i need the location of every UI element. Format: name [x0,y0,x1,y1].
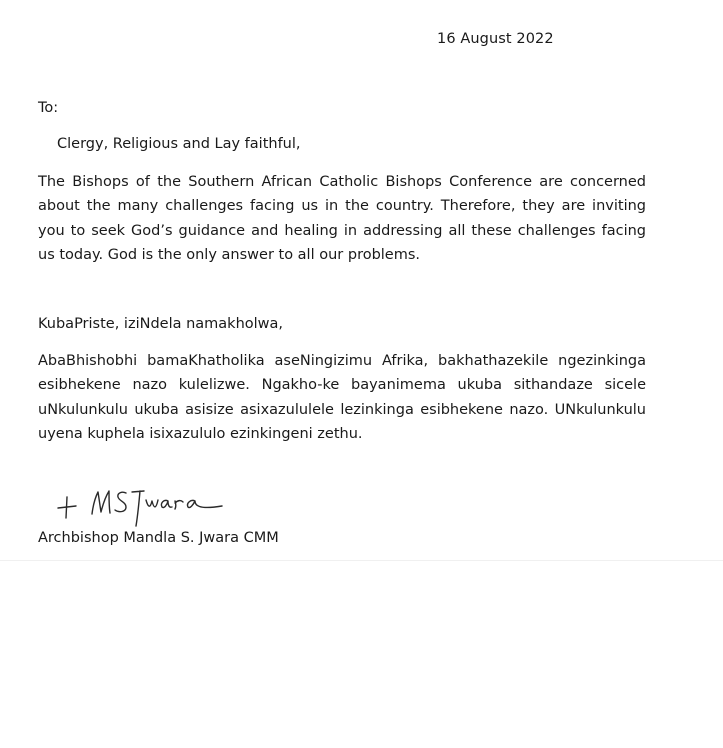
handwritten-signature [52,482,242,530]
body-paragraph-english: The Bishops of the Southern African Catholic Bishops Conference are concerned about the many challenges facing us in the country. Therefore, they are inviting you to seek God’s guidance and healing in addressing all these challenges facing us today. God is the only answer to all our problems. [38,174,646,263]
body-paragraph-zulu: AbaBhishobhi bamaKhatholika aseNingizimu Afrika, bakhathazekile ngezinkinga esibhekene nazo kulelizwe. Ngakho-ke bayanimema ukuba sithandaze sicele uNkulunkulu ukuba asisize asixazululele lezinkinga esibhekene nazo. UNkulunkulu uyena kuphela isixazululo ezinkingeni zethu. [38,353,646,442]
signatory-name: Archbishop Mandla S. Jwara CMM [38,530,279,546]
recipients-zulu: KubaPriste, iziNdela namakholwa, [38,316,284,332]
salutation: To: [38,100,59,116]
letter-date: 16 August 2022 [437,31,554,47]
recipients-english: Clergy, Religious and Lay faithful, [57,136,301,152]
